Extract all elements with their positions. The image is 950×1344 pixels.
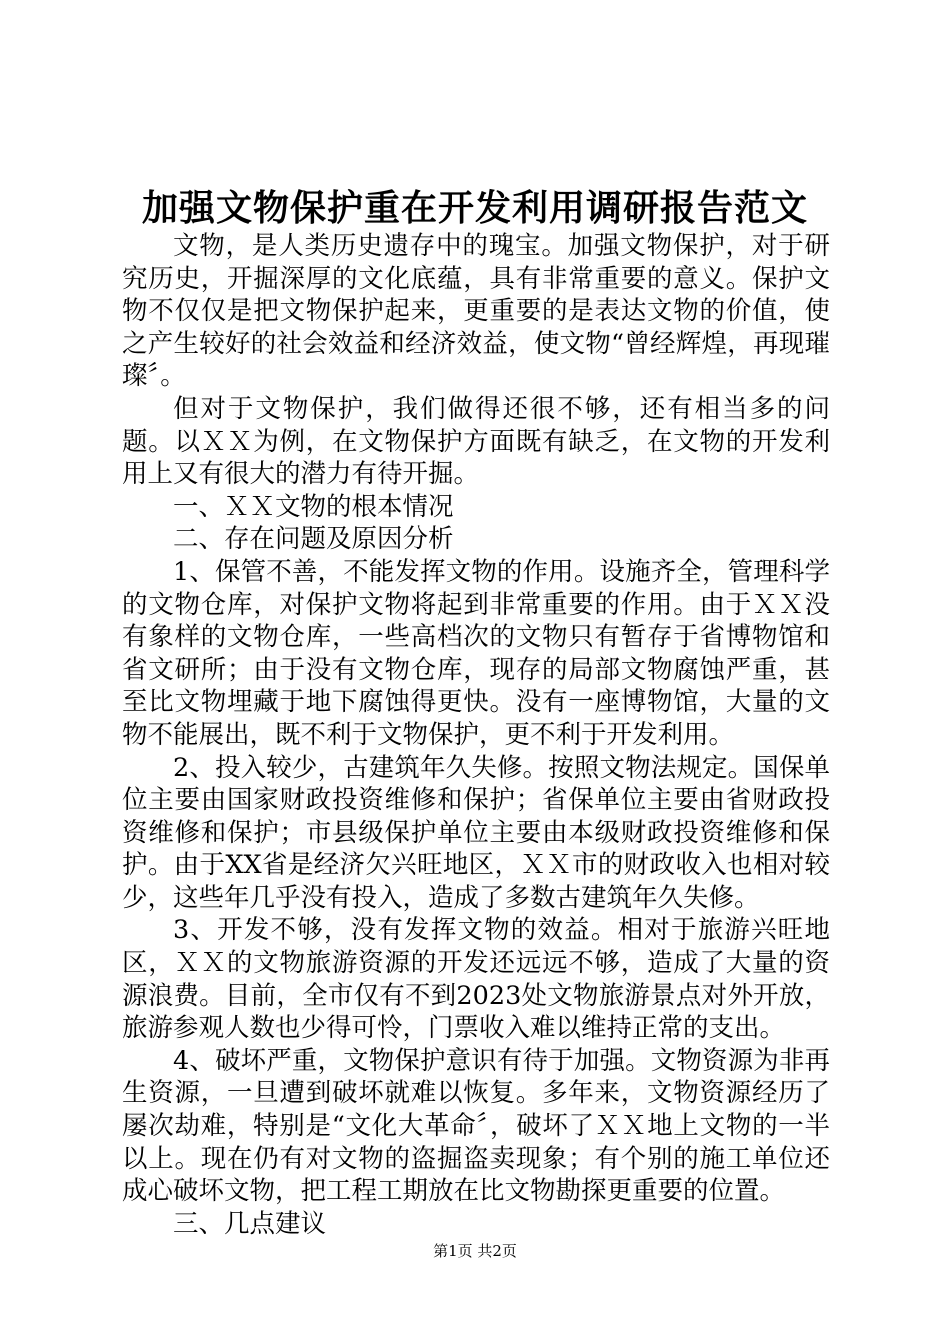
paragraph-problem-3: 3、开发不够，没有发挥文物的效益。相对于旅游兴旺地区，ＸＸ的文物旅游资源的开发还远远不够，造成了大量的资源浪费。目前，全市仅有不到2023处文物旅游景点对外开放，旅游参观人数也少得可怜，门票收入难以维持正常的支出。 bbox=[122, 915, 830, 1044]
paragraph-problem-overview: 但对于文物保护，我们做得还很不够，还有相当多的问题。以ＸＸ为例，在文物保护方面既有缺乏，在文物的开发利用上又有很大的潜力有待开掘。 bbox=[122, 393, 830, 490]
section-heading-basic-situation: 一、ＸＸ文物的根本情况 bbox=[173, 491, 454, 522]
paragraph-problem-1: 1、保管不善，不能发挥文物的作用。设施齐全，管理科学的文物仓库，对保护文物将起到非常重要的作用。由于ＸＸ没有象样的文物仓库，一些高档次的文物只有暂存于省博物馆和省文研所；由于没有文物仓库，现存的局部文物腐蚀严重，甚至比文物埋藏于地下腐蚀得更快。没有一座博物馆，大量的文物不能展出，既不利于文物保护，更不利于开发利用。 bbox=[122, 556, 830, 750]
document-body bbox=[122, 230, 830, 1240]
paragraph-intro: 文物，是人类历史遗存中的瑰宝。加强文物保护，对于研究历史，开掘深厚的文化底蕴，具有非常重要的意义。保护文物不仅仅是把文物保护起来，更重要的是表达文物的价值，使之产生较好的社会效益和经济效益，使文物“曾经辉煌，再现璀璨〞。 bbox=[122, 231, 830, 392]
document-title: 加强文物保护重在开发利用调研报告范文 bbox=[141, 187, 808, 229]
section-heading-suggestions: 三、几点建议 bbox=[173, 1208, 327, 1239]
page-footer: 第1页 共2页 bbox=[433, 1242, 517, 1260]
paragraph-problem-2: 2、投入较少，古建筑年久失修。按照文物法规定。国保单位主要由国家财政投资维修和保护；省保单位主要由省财政投资维修和保护；市县级保护单位主要由本级财政投资维修和保护。由于XX省是经济欠兴旺地区，ＸＸ市的财政收入也相对较少，这些年几乎没有投入，造成了多数古建筑年久失修。 bbox=[122, 752, 830, 913]
paragraph-problem-4: 4、破坏严重，文物保护意识有待于加强。文物资源为非再生资源，一旦遭到破坏就难以恢复。多年来，文物资源经历了屡次劫难，特别是“文化大革命〞，破坏了ＸＸ地上文物的一半以上。现在仍有对文物的盗掘盗卖现象；有个别的施工单位还成心破坏文物，把工程工期放在比文物勘探更重要的位置。 bbox=[122, 1045, 830, 1207]
section-heading-problems: 二、存在问题及原因分析 bbox=[173, 524, 454, 555]
